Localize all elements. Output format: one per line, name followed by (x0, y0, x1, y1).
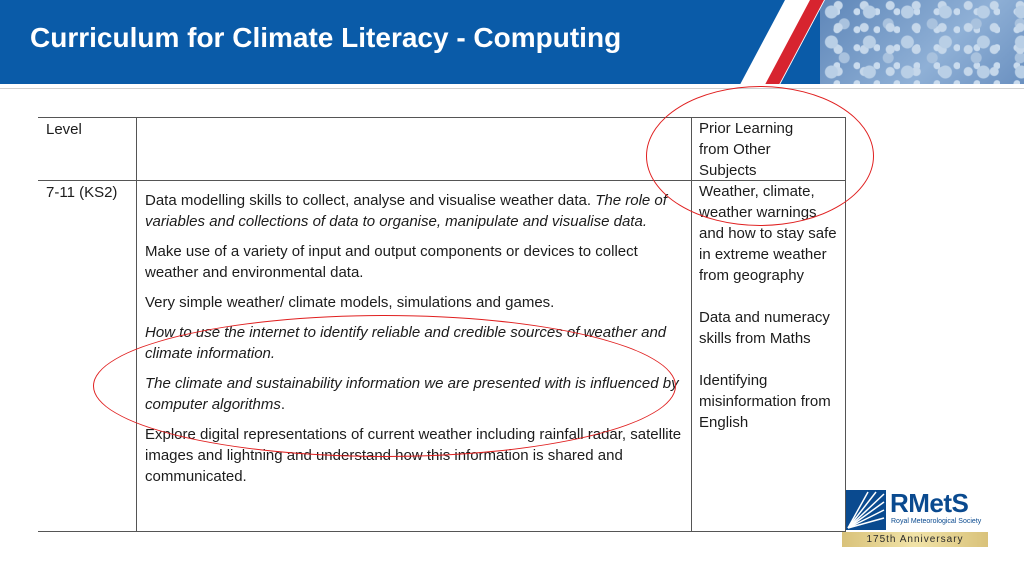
prior-block: Identifying misinformation from English (699, 372, 831, 431)
content-paragraph: Explore digital representations of current weather including rainfall radar, satellite images and lightning and understand how this information is shared and communicated. (145, 426, 682, 485)
level-cell: 7-11 (KS2) (46, 184, 118, 201)
table-bottom-border (38, 531, 846, 532)
anniversary-banner: 175th Anniversary (842, 532, 988, 547)
p5-end: . (280, 396, 286, 413)
prior-header-line: Prior Learning (699, 120, 794, 137)
p4-italic: How to use the internet to identify reliable and credible sources of weather and climate information. (145, 324, 667, 362)
raindrops-image (820, 0, 1024, 84)
annotation-ellipse-prior-learning (646, 86, 874, 226)
sunburst-icon (846, 490, 886, 530)
header-bar (0, 0, 1024, 84)
logo-wordmark: RMetS (890, 488, 969, 518)
p1-normal: Data modelling skills to collect, analyse and visualise weather data. (145, 192, 596, 209)
p5-italic: The climate and sustainability information we are presented with is influenced by computer algorithms (145, 375, 679, 413)
content-paragraph (145, 190, 685, 232)
prior-header-line: from Other (699, 141, 771, 158)
level-header: Level (46, 121, 82, 138)
page-title: Curriculum for Climate Literacy - Computing (30, 22, 622, 53)
rmets-logo-mark (846, 490, 886, 530)
table-col-divider-1 (136, 117, 137, 532)
annotation-ellipse-internet-sources (93, 315, 676, 457)
prior-header-line: Subjects (699, 162, 757, 179)
prior-block: Data and numeracy skills from Maths (699, 309, 830, 347)
content-paragraph: Make use of a variety of input and output components or devices to collect weather and environmental data. (145, 243, 638, 281)
rmets-logo (842, 488, 992, 550)
p1-italic: The role of variables and collections of data to organise, manipulate and visualise data. (145, 192, 667, 230)
logo-subtitle: Royal Meteorological Society (891, 518, 982, 525)
header-divider (0, 88, 1024, 89)
content-paragraph: Very simple weather/ climate models, simulations and games. (145, 294, 555, 311)
prior-block: Weather, climate, weather warnings and how to stay safe in extreme weather from geography (699, 183, 837, 284)
